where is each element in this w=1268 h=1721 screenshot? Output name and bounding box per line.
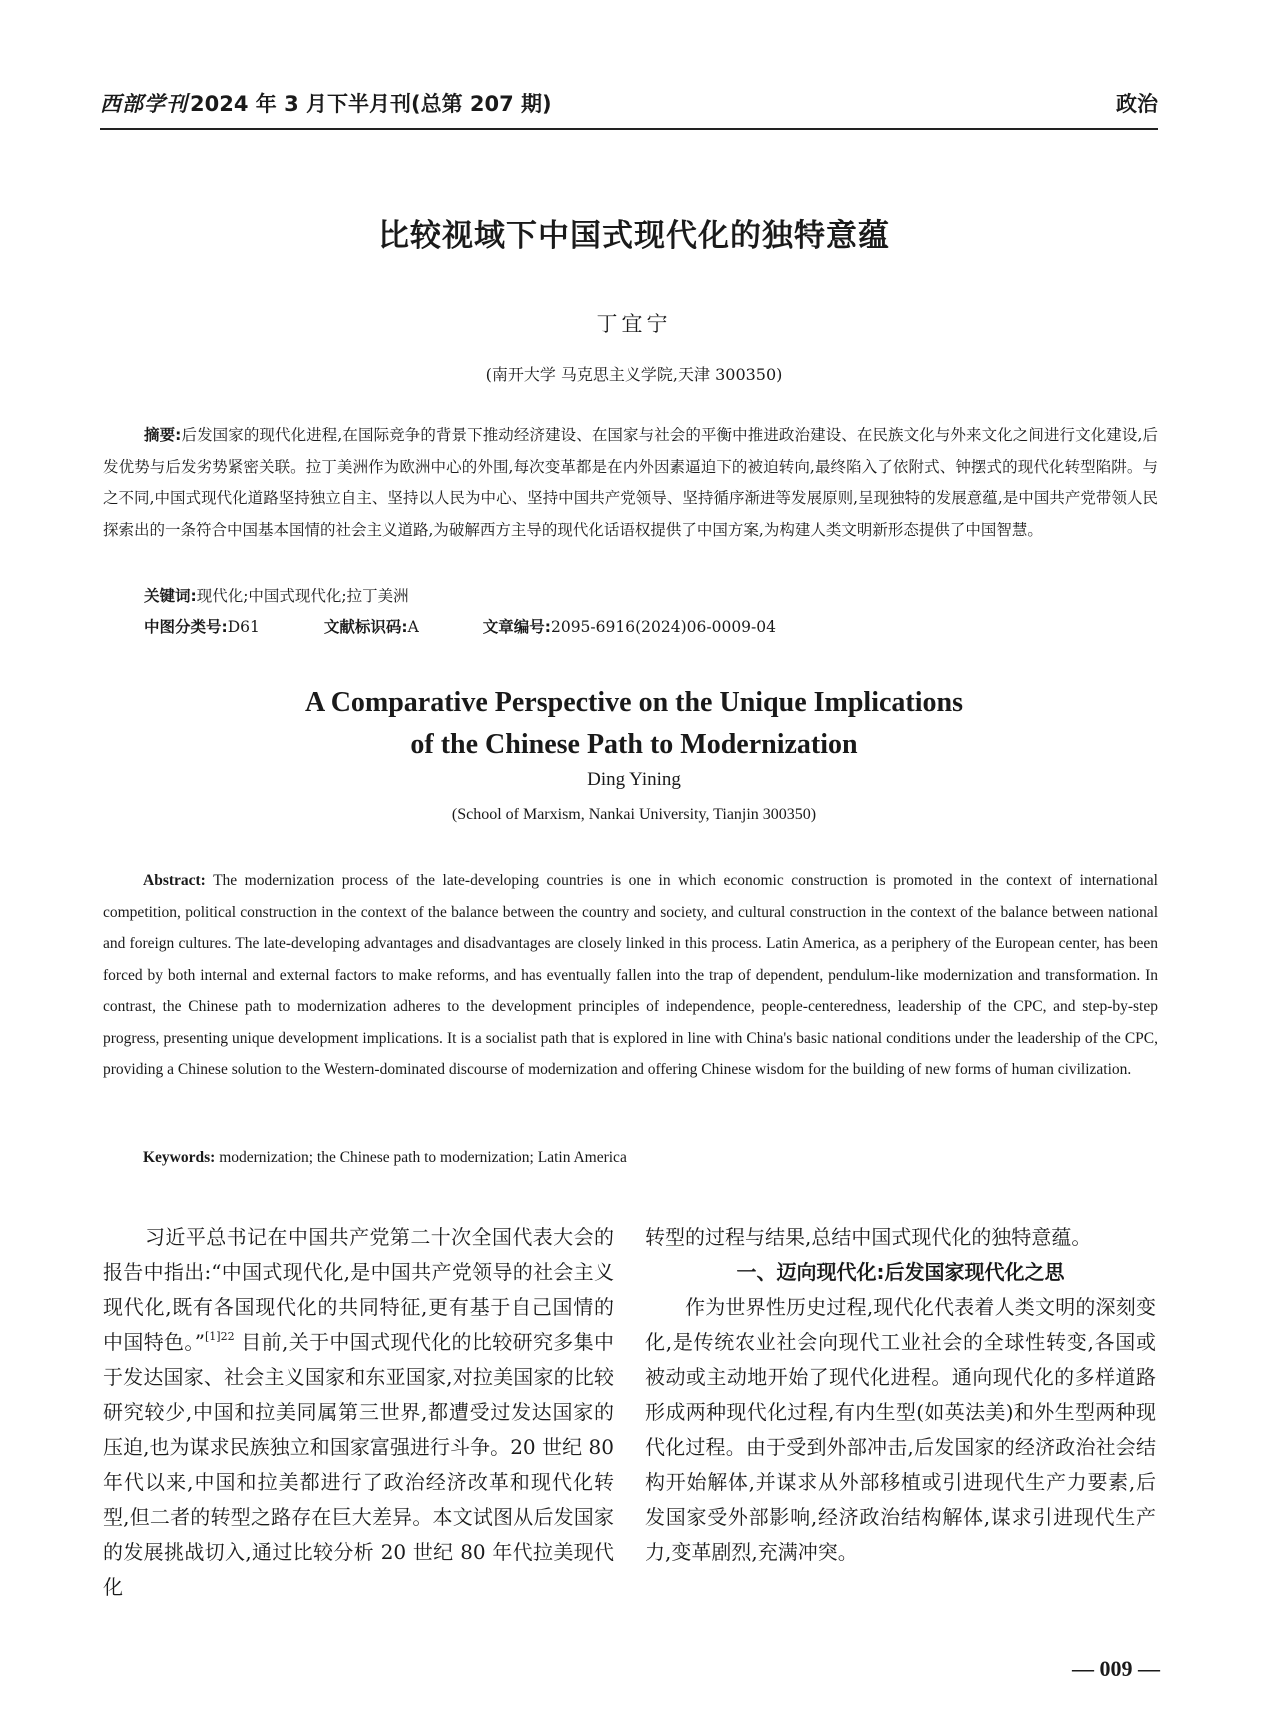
article-code	[483, 615, 776, 637]
body-left-text-1: 习近平总书记在中国共产党第二十次全国代表大会的报告中指出:“中国式现代化,是中国共产党领导的社会主义现代化,既有各国现代化的共同特征,更有基于自己国情的中国特色。”	[103, 1225, 614, 1354]
article-title-en	[0, 682, 1268, 766]
abstract-zh	[103, 420, 1158, 546]
running-header	[100, 86, 1158, 130]
author-en: Ding Yining	[587, 769, 681, 790]
article-label: 文章编号:	[482, 618, 551, 636]
citation-marker: [1]22	[205, 1330, 235, 1343]
issue-info: 2024 年 3 月下半月刊(总第 207 期)	[190, 92, 552, 116]
doc-code	[324, 615, 419, 637]
journal-logo: 西部学刊	[100, 91, 188, 116]
body-column-left	[103, 1220, 614, 1605]
journal-info	[100, 88, 552, 118]
section-heading: 一、迈向现代化:后发国家现代化之思	[736, 1260, 1065, 1284]
keywords-en-text: modernization; the Chinese path to modernization; Latin America	[219, 1149, 627, 1166]
clc-label: 中图分类号:	[144, 618, 228, 636]
affiliation-en: (School of Marxism, Nankai University, Tianjin 300350)	[451, 806, 817, 823]
body-right-continuation: 转型的过程与结果,总结中国式现代化的独特意蕴。	[645, 1225, 1092, 1249]
page-number: — 009 —	[1072, 1656, 1160, 1681]
abstract-en-label: Abstract:	[143, 872, 206, 889]
clc-value: D61	[227, 618, 260, 636]
title-en-line2: of the Chinese Path to Modernization	[410, 729, 858, 760]
abstract-en-text: The modernization process of the late-developing countries is one in which economic construction is promoted in the context of international competition, political construction in the context of the balance between the country and society, and cultural construction in the context of the balance between national and foreign cultures. The late-developing advantages and disadvantages are closely linked in this process. Latin America, as a periphery of the European center, has been forced by both internal and external factors to make reforms, and has eventually fallen into the trap of dependent, pendulum-like modernization and transformation. In contrast, the Chinese path to modernization adheres to the development principles of independence, people-centeredness, leadership of the CPC, and step-by-step progress, presenting unique development implications. It is a socialist path that is explored in line with China's basic national conditions under the leadership of the CPC, providing a Chinese solution to the Western-dominated discourse of modernization and offering Chinese wisdom for the building of new forms of human civilization.	[103, 872, 1158, 1078]
keywords-en-label: Keywords:	[143, 1149, 216, 1166]
abstract-en	[103, 865, 1158, 1086]
clc-code	[144, 615, 260, 637]
keywords-zh-text: 现代化;中国式现代化;拉丁美洲	[196, 587, 409, 605]
article-title-zh: 比较视域下中国式现代化的独特意蕴	[378, 218, 890, 254]
keywords-en	[143, 1149, 627, 1167]
doc-value: A	[407, 618, 419, 636]
keywords-zh-label: 关键词:	[144, 587, 197, 605]
section-name: 政治	[1116, 92, 1158, 116]
author-zh: 丁宜宁	[596, 312, 672, 336]
doc-label: 文献标识码:	[323, 618, 408, 636]
classification-line	[144, 615, 776, 637]
body-right-paragraph: 作为世界性历史过程,现代化代表着人类文明的深刻变化,是传统农业社会向现代工业社会的全球性转变,各国或被动或主动地开始了现代化进程。通向现代化的多样道路形成两种现代化过程,有内生型(如英法美)和外生型两种现代化过程。由于受到外部冲击,后发国家的经济政治社会结构开始解体,并谋求从外部移植或引进现代生产力要素,后发国家受外部影响,经济政治结构解体,谋求引进现代生产力,变革剧烈,充满冲突。	[645, 1295, 1156, 1564]
body-left-text-2: 目前,关于中国式现代化的比较研究多集中于发达国家、社会主义国家和东亚国家,对拉美国家的比较研究较少,中国和拉美同属第三世界,都遭受过发达国家的压迫,也为谋求民族独立和国家富强进行斗争。20 世纪 80 年代以来,中国和拉美都进行了政治经济改革和现代化转型,但二者的转型之路存在巨大差异。本文试图从后发国家的发展挑战切入,通过比较分析 20 世纪 80 年代拉美现代化	[103, 1330, 615, 1599]
article-value: 2095-6916(2024)06-0009-04	[550, 618, 777, 636]
affiliation-zh: (南开大学 马克思主义学院,天津 300350)	[485, 365, 783, 384]
keywords-zh	[144, 584, 409, 606]
abstract-zh-label: 摘要:	[144, 426, 182, 444]
abstract-zh-text: 后发国家的现代化进程,在国际竞争的背景下推动经济建设、在国家与社会的平衡中推进政治建设、在民族文化与外来文化之间进行文化建设,后发优势与后发劣势紧密关联。拉丁美洲作为欧洲中心的外围,每次变革都是在内外因素逼迫下的被迫转向,最终陷入了依附式、钟摆式的现代化转型陷阱。与之不同,中国式现代化道路坚持独立自主、坚持以人民为中心、坚持中国共产党领导、坚持循序渐进等发展原则,呈现独特的发展意蕴,是中国共产党带领人民探索出的一条符合中国基本国情的社会主义道路,为破解西方主导的现代化话语权提供了中国方案,为构建人类文明新形态提供了中国智慧。	[103, 426, 1159, 539]
body-column-right	[645, 1220, 1156, 1570]
title-en-line1: A Comparative Perspective on the Unique Implications	[305, 687, 963, 718]
